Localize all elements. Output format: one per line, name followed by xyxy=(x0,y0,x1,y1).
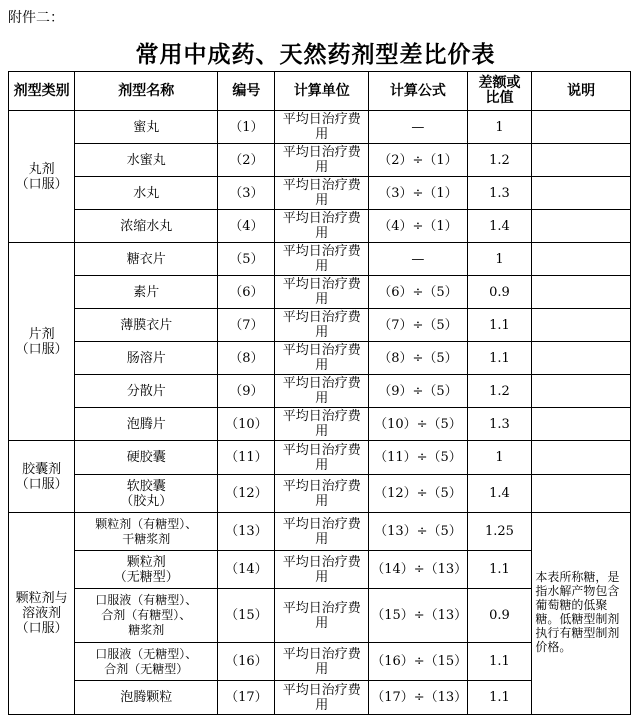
value-cell: 1.1 xyxy=(467,643,532,681)
name-cell: 软胶囊 （胶丸） xyxy=(75,475,218,513)
category-cell: 片剂 （口服） xyxy=(9,243,75,441)
note-cell xyxy=(532,475,631,513)
value-cell: 1.2 xyxy=(467,144,532,177)
table-header-row xyxy=(9,72,631,111)
name-cell: 蜜丸 xyxy=(75,111,218,144)
number-cell: （15） xyxy=(218,589,275,643)
note-cell xyxy=(532,441,631,475)
note-cell xyxy=(532,210,631,243)
value-cell: 1.4 xyxy=(467,210,532,243)
formula-cell: （8）÷（5） xyxy=(369,342,467,375)
value-cell: 1 xyxy=(467,111,532,144)
value-cell: 1.1 xyxy=(467,309,532,342)
unit-cell: 平均日治疗费用 xyxy=(275,375,369,408)
name-cell: 素片 xyxy=(75,276,218,309)
table-row xyxy=(9,243,631,276)
number-cell: （6） xyxy=(218,276,275,309)
note-cell: 本表所称糖，是指水解产物包含葡萄糖的低聚糖。低糖型制剂执行有糖型制剂价格。 xyxy=(532,513,631,715)
note-cell xyxy=(532,342,631,375)
formula-cell: （16）÷（15） xyxy=(369,643,467,681)
note-cell xyxy=(532,408,631,441)
note-cell xyxy=(532,111,631,144)
col-diff: 差额或 比值 xyxy=(467,72,532,111)
col-unit: 计算单位 xyxy=(275,72,369,111)
table-row xyxy=(9,276,631,309)
formula-cell: （15）÷（13） xyxy=(369,589,467,643)
category-cell: 胶囊剂 （口服） xyxy=(9,441,75,513)
number-cell: （16） xyxy=(218,643,275,681)
formula-cell: — xyxy=(369,111,467,144)
unit-cell: 平均日治疗费用 xyxy=(275,513,369,551)
note-cell xyxy=(532,276,631,309)
value-cell: 1.1 xyxy=(467,342,532,375)
unit-cell: 平均日治疗费用 xyxy=(275,643,369,681)
number-cell: （13） xyxy=(218,513,275,551)
formula-cell: （2）÷（1） xyxy=(369,144,467,177)
note-cell xyxy=(532,375,631,408)
name-cell: 泡腾颗粒 xyxy=(75,681,218,715)
value-cell: 0.9 xyxy=(467,589,532,643)
name-cell: 肠溶片 xyxy=(75,342,218,375)
value-cell: 1.1 xyxy=(467,681,532,715)
value-cell: 1.1 xyxy=(467,551,532,589)
number-cell: （14） xyxy=(218,551,275,589)
name-cell: 水丸 xyxy=(75,177,218,210)
unit-cell: 平均日治疗费用 xyxy=(275,309,369,342)
col-number: 编号 xyxy=(218,72,275,111)
formula-cell: （4）÷（1） xyxy=(369,210,467,243)
attachment-label: 附件二： xyxy=(8,10,64,26)
table-row xyxy=(9,441,631,475)
name-cell: 水蜜丸 xyxy=(75,144,218,177)
note-cell xyxy=(532,144,631,177)
value-cell: 1.3 xyxy=(467,177,532,210)
number-cell: （3） xyxy=(218,177,275,210)
number-cell: （9） xyxy=(218,375,275,408)
table-row xyxy=(9,111,631,144)
unit-cell: 平均日治疗费用 xyxy=(275,441,369,475)
name-cell: 分散片 xyxy=(75,375,218,408)
formula-cell: （13）÷（5） xyxy=(369,513,467,551)
value-cell: 0.9 xyxy=(467,276,532,309)
value-cell: 1.3 xyxy=(467,408,532,441)
formula-cell: （7）÷（5） xyxy=(369,309,467,342)
unit-cell: 平均日治疗费用 xyxy=(275,408,369,441)
name-cell: 糖衣片 xyxy=(75,243,218,276)
unit-cell: 平均日治疗费用 xyxy=(275,276,369,309)
table-row xyxy=(9,408,631,441)
table-row xyxy=(9,309,631,342)
formula-cell: （9）÷（5） xyxy=(369,375,467,408)
category-cell: 颗粒剂与 溶液剂 （口服） xyxy=(9,513,75,715)
name-cell: 颗粒剂 （无糖型） xyxy=(75,551,218,589)
formula-cell: （14）÷（13） xyxy=(369,551,467,589)
name-cell: 硬胶囊 xyxy=(75,441,218,475)
page-title: 常用中成药、天然药剂型差比价表 xyxy=(135,42,496,68)
table-row xyxy=(9,144,631,177)
name-cell: 口服液（有糖型）、 合剂（有糖型）、 糖浆剂 xyxy=(75,589,218,643)
table-row xyxy=(9,342,631,375)
unit-cell: 平均日治疗费用 xyxy=(275,551,369,589)
unit-cell: 平均日治疗费用 xyxy=(275,111,369,144)
number-cell: （1） xyxy=(218,111,275,144)
col-category: 剂型类别 xyxy=(9,72,75,111)
unit-cell: 平均日治疗费用 xyxy=(275,177,369,210)
col-formula: 计算公式 xyxy=(369,72,467,111)
name-cell: 颗粒剂（有糖型）、 干糖浆剂 xyxy=(75,513,218,551)
unit-cell: 平均日治疗费用 xyxy=(275,342,369,375)
name-cell: 浓缩水丸 xyxy=(75,210,218,243)
number-cell: （12） xyxy=(218,475,275,513)
table-row xyxy=(9,210,631,243)
note-cell xyxy=(532,309,631,342)
unit-cell: 平均日治疗费用 xyxy=(275,681,369,715)
col-name: 剂型名称 xyxy=(75,72,218,111)
price-ratio-table xyxy=(8,71,631,715)
value-cell: 1 xyxy=(467,441,532,475)
name-cell: 口服液（无糖型）、 合剂（无糖型） xyxy=(75,643,218,681)
number-cell: （10） xyxy=(218,408,275,441)
value-cell: 1.4 xyxy=(467,475,532,513)
col-note: 说明 xyxy=(532,72,631,111)
unit-cell: 平均日治疗费用 xyxy=(275,144,369,177)
formula-cell: — xyxy=(369,243,467,276)
formula-cell: （17）÷（13） xyxy=(369,681,467,715)
number-cell: （8） xyxy=(218,342,275,375)
name-cell: 薄膜衣片 xyxy=(75,309,218,342)
formula-cell: （10）÷（5） xyxy=(369,408,467,441)
formula-cell: （6）÷（5） xyxy=(369,276,467,309)
number-cell: （11） xyxy=(218,441,275,475)
number-cell: （5） xyxy=(218,243,275,276)
number-cell: （17） xyxy=(218,681,275,715)
unit-cell: 平均日治疗费用 xyxy=(275,589,369,643)
note-cell xyxy=(532,243,631,276)
table-row xyxy=(9,513,631,551)
value-cell: 1.2 xyxy=(467,375,532,408)
number-cell: （4） xyxy=(218,210,275,243)
value-cell: 1 xyxy=(467,243,532,276)
unit-cell: 平均日治疗费用 xyxy=(275,243,369,276)
formula-cell: （11）÷（5） xyxy=(369,441,467,475)
category-cell: 丸剂 （口服） xyxy=(9,111,75,243)
value-cell: 1.25 xyxy=(467,513,532,551)
formula-cell: （12）÷（5） xyxy=(369,475,467,513)
number-cell: （7） xyxy=(218,309,275,342)
table-row xyxy=(9,475,631,513)
unit-cell: 平均日治疗费用 xyxy=(275,210,369,243)
table-row xyxy=(9,177,631,210)
formula-cell: （3）÷（1） xyxy=(369,177,467,210)
unit-cell: 平均日治疗费用 xyxy=(275,475,369,513)
table-row xyxy=(9,375,631,408)
number-cell: （2） xyxy=(218,144,275,177)
note-cell xyxy=(532,177,631,210)
name-cell: 泡腾片 xyxy=(75,408,218,441)
